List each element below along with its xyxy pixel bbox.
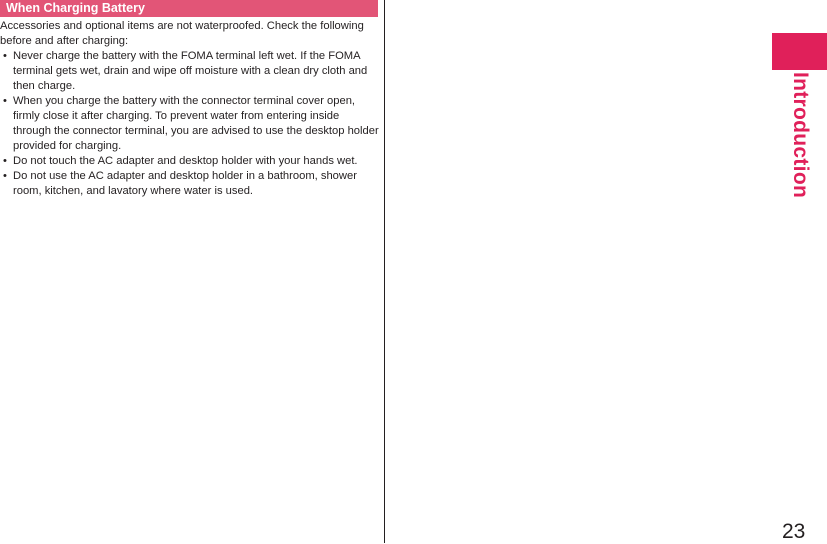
bullet-icon: • — [3, 170, 7, 182]
page-number: 23 — [782, 520, 806, 543]
chapter-tab-marker — [772, 33, 827, 70]
bullet-icon: • — [3, 50, 7, 62]
chapter-label: Introduction — [789, 72, 812, 199]
intro-paragraph: Accessories and optional items are not waterproofed. Check the following before and after charging: — [0, 20, 364, 47]
bullet-list — [0, 49, 380, 199]
bullet-item — [0, 94, 380, 154]
bullet-item — [0, 154, 380, 169]
column-divider — [384, 0, 385, 543]
bullet-text: Do not touch the AC adapter and desktop holder with your hands wet. — [13, 155, 358, 167]
section-header: When Charging Battery — [0, 0, 378, 17]
bullet-icon: • — [3, 95, 7, 107]
bullet-icon: • — [3, 155, 7, 167]
bullet-text: Do not use the AC adapter and desktop holder in a bathroom, shower room, kitchen, and lavatory where water is used. — [13, 170, 357, 197]
bullet-item — [0, 49, 380, 94]
bullet-text: Never charge the battery with the FOMA terminal left wet. If the FOMA terminal gets wet, drain and wipe off moisture with a clean dry cloth and then charge. — [13, 50, 368, 92]
section-body — [0, 19, 380, 199]
bullet-text: When you charge the battery with the connector terminal cover open, firmly close it after charging. To prevent water from entering inside through the connector terminal, you are advised to use the desktop holder provided for charging. — [13, 95, 379, 152]
bullet-item — [0, 169, 380, 199]
